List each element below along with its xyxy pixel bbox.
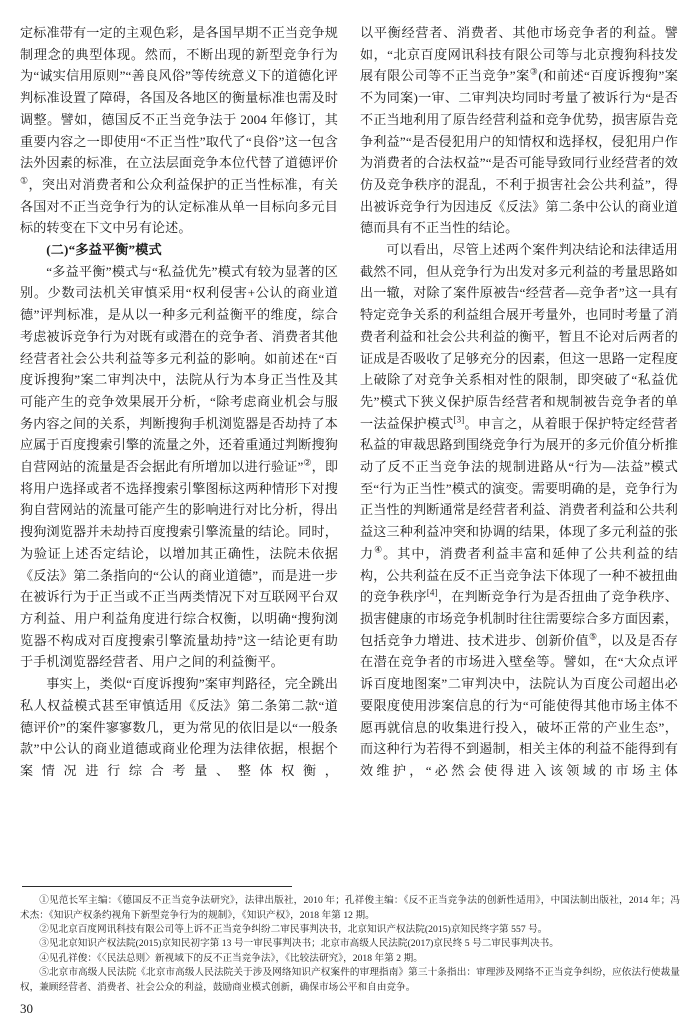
paragraph-shishi-shang [20, 673, 338, 782]
right-column [360, 22, 678, 782]
left-column [20, 22, 338, 782]
paragraph-text: 可以看出，尽管上述两个案件判决结论和法律适用截然不同，但从竞争行为出发对多元利益的考量思路如出一辙，对除了案件原被告“经营者—竞争者”这一具有特定竞争关系的利益组合展开考量外，也同时考量了消费者利益和社会公共利益的衡平，暂且不论对后两者的证成是否吸收了足够充分的因素，但这一思路一定程度上破除了对竞争关系相对性的限制，即突破了“私益优先”模式下狭义保护原告经营者和规制被告竞争者的单一法益保护模式 [360, 242, 678, 431]
footnote-ref-2[interactable]: ② [303, 457, 312, 468]
paragraph-baidu-sogou-case [360, 22, 678, 239]
paragraph-text: 事实上，类似“百度诉搜狗”案审判路径，完全跳出私人权益模式甚至审慎适用《反法》第二条第二款“道德评价”的案件寥寥数几，更为常见的依旧是以“一般条款”中公认的商业道德或商业伦理为法律依据，根据个案情况进行综合考量、整体权衡， [20, 676, 338, 778]
footnote-ref[interactable]: [4] [426, 587, 438, 598]
paragraph-text-before-ref: “多益平衡”模式与“私益优先”模式有较为显著的区别。少数司法机关审慎采用“权利侵害+公认的商业道德”评判标准，是从以一种多元利益衡平的维度，综合考虑被诉竞争行为对既有或潜在的竞争者、消费者其他经营者社会公共利益等多元利益的影响。如前述在“百度诉搜狗”案二审判决中，法院从行为本身正当性及其可能产生的竞争效果展开分析，“除考虑商业机会与服务内容之间的关系，判断搜狗手机浏览器是否劫持了本应属于百度搜索引擎的流量之外，还着重通过判断搜狗自营网站的流量是否会据此有所增加以进行验证” [20, 263, 338, 475]
paragraph-text: ，在判断竞争行为是否扭曲了竞争秩序、损害健康的市场竞争机制时往往需要综合多方面因素，包括竞争力增进、技术进步、创新价值 [360, 589, 678, 648]
footnote-item: ③见北京知识产权法院(2015)京知民初字第 13 号一审民事判决书；北京市高级人民法院(2017)京民终 5 号二审民事判决书。 [39, 938, 559, 950]
paragraph-text: (和前述“百度诉搜狗”案不为同案)一审、二审判决均同时考量了被诉行为“是否不正当地利用了原告经营利益和竞争优势，损害原告竞争利益”“是否侵犯用户的知情权和选择权，侵犯用户作为消费者的合法权益”“是否可能导致同行业经营者的效仿及竞争秩序的混乱，不利于损害社会公共利益”，得出被诉竞争行为因违反《反法》第二条中公认的商业道德而具有不正当性的结论。 [360, 68, 678, 236]
paragraph-text: 以平衡经营者、消费者、其他市场竞争者的利益。譬如，“北京百度网讯科技有限公司等与北京搜狗科技发展有限公司等不正当竞争”案 [360, 25, 678, 84]
page-number: 30 [20, 1001, 33, 1016]
footnote-item: ①见范长军主编：《德国反不正当竞争法研究》，法律出版社，2010 年；孔祥俊主编：《反不正当竞争法的创新性适用》，中国法制出版社，2014 年；冯术杰：《知识产权条约视角下新型竞争行为的规制》，《知识产权》，2018 年第 12 期。 [20, 895, 680, 921]
two-column-body [20, 22, 680, 862]
paragraph-duoyi-pingheng [20, 261, 338, 673]
paragraph-text-before-ref: 定标准带有一定的主观色彩，是各国早期不正当竞争规制理念的典型体现。然而，不断出现的新型竞争行为为“诚实信用原则”“善良风俗”等传统意义下的道德化评判标准设置了障碍，各国及各地区的衡量标准也需及时调整。譬如，德国反不正当竞争法于 2004 年修订，其重要内容之一即使用“不正当性”取代了“良俗”这一包含法外因素的标准，在立法层面竞争本位代替了道德评价 [20, 25, 338, 171]
paragraph-keyi-kanchu [360, 239, 678, 782]
paragraph-continued-intro [20, 22, 338, 239]
paragraph-text: 。其中，消费者利益丰富和延伸了公共利益的结构，公共利益在反不正当竞争法下体现了一种不被扭曲的竞争秩序 [360, 545, 678, 605]
footnote-block [20, 886, 680, 995]
paragraph-text-after-ref: ，突出对消费者和公众利益保护的正当性标准，有关各国对不正当竞争行为的认定标准从单一目标向多元目标的转变在下文中另有论述。 [20, 176, 338, 236]
footnote-ref[interactable]: ④ [374, 544, 384, 555]
footnote-ref[interactable]: ⑤ [589, 631, 598, 642]
footnote-ref[interactable]: ③ [529, 67, 539, 78]
footnote-separator-rule [22, 886, 292, 887]
paragraph-text-after-ref: ，即将用户选择或者不选择搜索引擎图标这两种情形下对搜狗自营网站的流量可能产生的影响进行对比分析，得出搜狗浏览器并未劫持百度搜索引擎流量的结论。同时，为验证上述否定结论，以增加其正确性，法院未依据《反法》第二条指向的“公认的商业道德”，而是进一步在被诉行为于正当或不正当两类情况下对互联网平台双方利益、用户利益角度进行综合权衡，以明确“搜狗浏览器不构成对百度搜索引擎流量劫持”这一结论更有助于手机浏览器经营者、用户之间的利益衡平。 [20, 459, 339, 670]
paragraph-text: ，以及是否存在潜在竞争者的市场进入壁垒等。譬如，在“大众点评诉百度地图案”二审判决中，法院认为百度公司超出必要限度使用涉案信息的行为“可能使得其他市场主体不愿再就信息的收集进行投入，破坏正常的产业生态”，而这种行为若得不到遏制，相关主体的利益不能得到有效维护，“必然会使得进入该领域的市场主体 [360, 632, 678, 778]
footnote-ref[interactable]: [3] [453, 414, 465, 425]
footnote-item: ⑤北京市高级人民法院《北京市高级人民法院关于涉及网络知识产权案件的审理指南》第三十条指出：审理涉及网络不正当竞争纠纷，应依法行使裁量权，兼顾经营者、消费者、社会公众的利益，鼓励商业模式创新，确保市场公平和自由竞争。 [20, 967, 680, 993]
paragraph-text: 。申言之，从着眼于保护特定经营者私益的审裁思路到围绕竞争行为展开的多元价值分析推动了反不正当竞争法的规制进路从“行为—法益”模式至“行为正当性”模式的演变。需要明确的是，竞争行为正当性的判断通常是经营者利益、消费者利益和公共利益这三种利益冲突和协调的结果，体现了多元利益的张力 [360, 415, 678, 561]
footnote-item: ②见北京百度网讯科技有限公司等上诉不正当竞争纠纷二审民事判决书，北京知识产权法院(2015)京知民终字第 557 号。 [39, 923, 548, 935]
footnote-item: ④见孔祥俊：《〈民法总则〉新视域下的反不正当竞争法》，《比较法研究》，2018 年第 2 期。 [39, 952, 423, 964]
section-subheading: (二)“多益平衡”模式 [46, 242, 162, 258]
footnote-ref-1[interactable]: ① [20, 175, 29, 186]
